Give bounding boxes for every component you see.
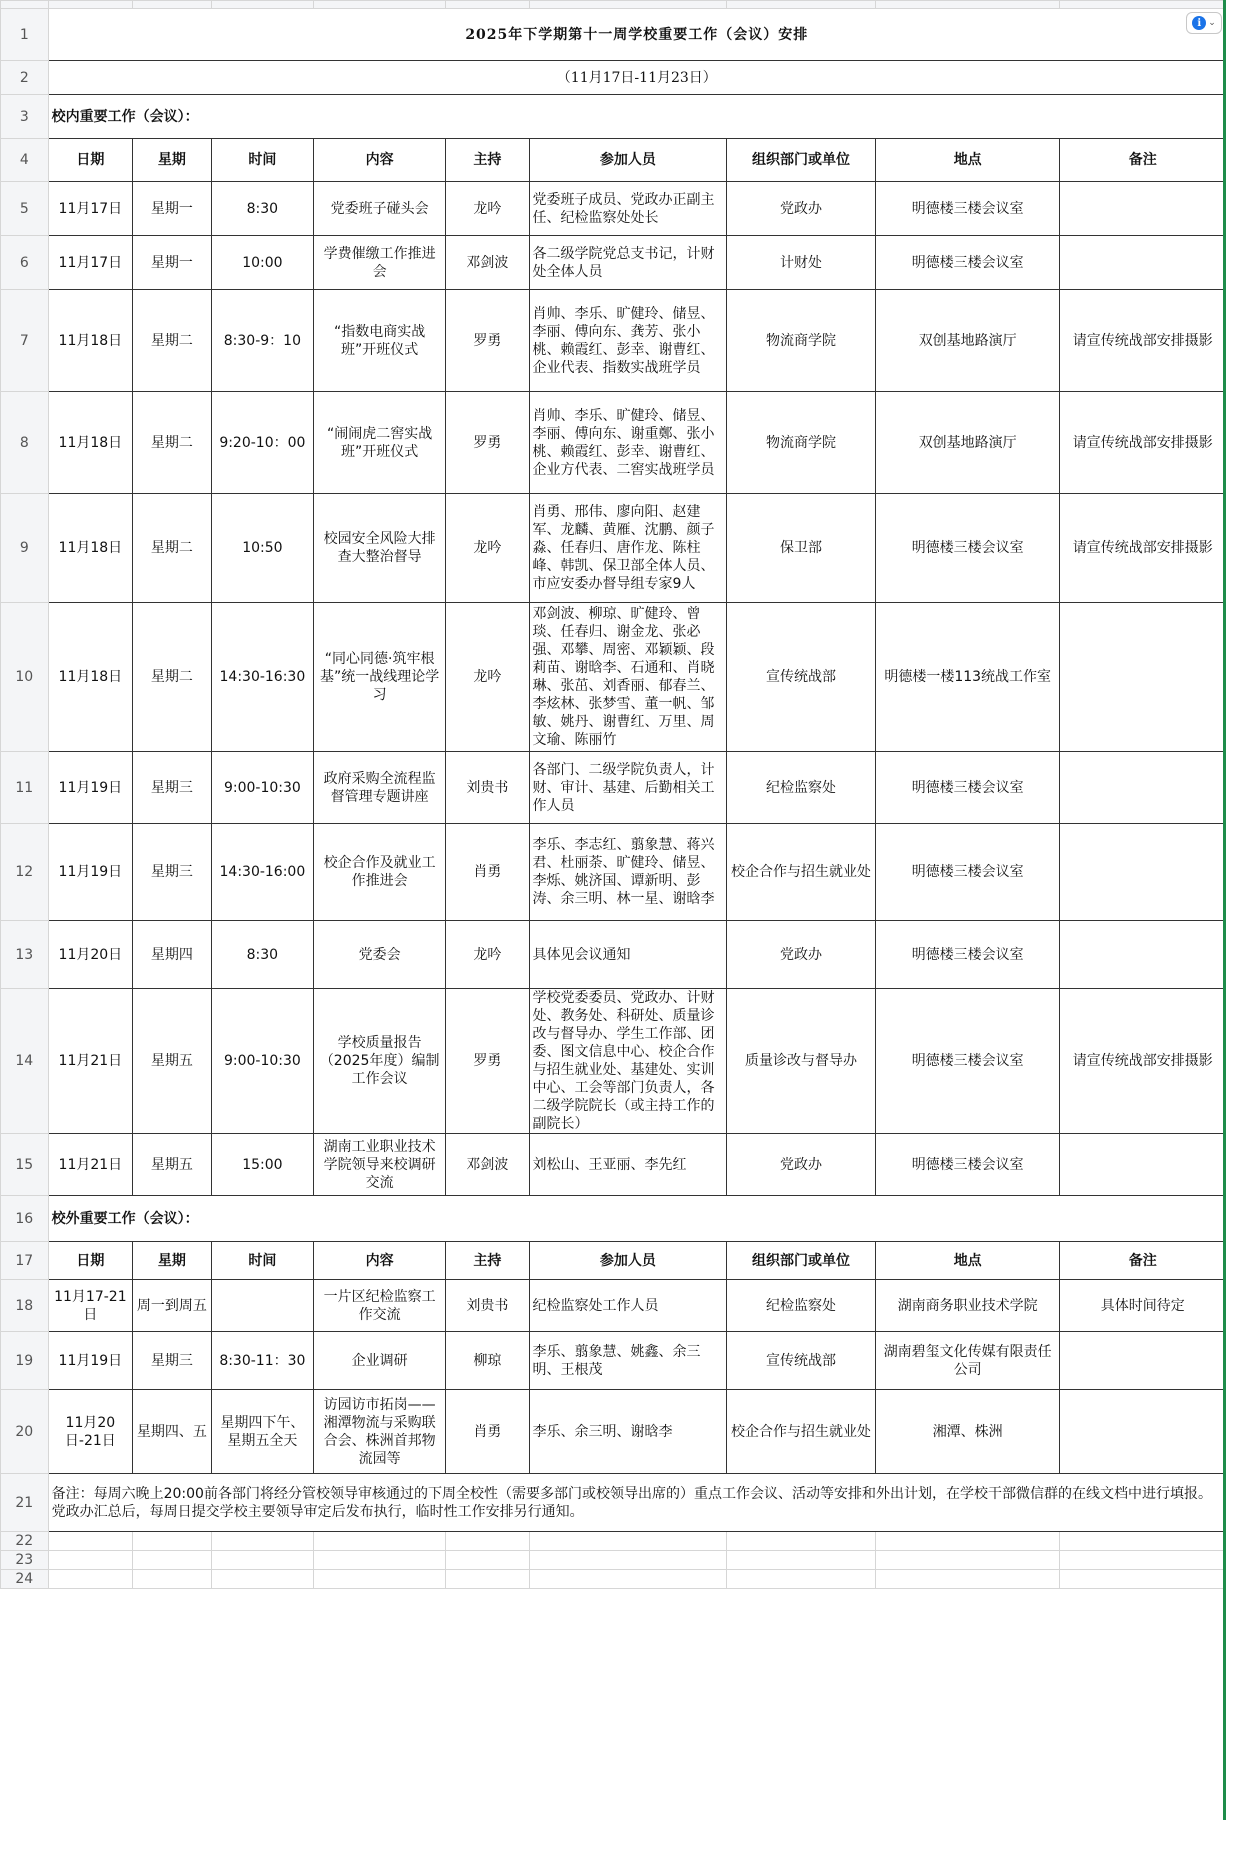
cell-weekday[interactable]: 星期五 xyxy=(133,989,212,1134)
row-number[interactable]: 7 xyxy=(1,290,49,392)
cell-remark[interactable] xyxy=(1060,236,1226,290)
selection-edge xyxy=(1223,0,1226,1820)
cell-remark[interactable] xyxy=(1060,1134,1226,1196)
empty-cell[interactable] xyxy=(727,1532,876,1551)
empty-cell[interactable] xyxy=(875,1551,1060,1570)
cell-time[interactable] xyxy=(211,1280,313,1332)
chevron-down-icon: ⌄ xyxy=(1208,18,1216,28)
cell-host[interactable]: 邓剑波 xyxy=(446,236,529,290)
column-heading-date: 日期 xyxy=(48,1242,133,1280)
cell-time[interactable]: 14:30-16:00 xyxy=(211,824,313,921)
cell-remark[interactable]: 具体时间待定 xyxy=(1060,1280,1226,1332)
column-heading-place: 地点 xyxy=(875,139,1060,182)
empty-cell[interactable] xyxy=(133,1532,212,1551)
cell-host[interactable]: 罗勇 xyxy=(446,392,529,494)
cell-weekday[interactable]: 星期二 xyxy=(133,603,212,752)
cell-participants[interactable]: 纪检监察处工作人员 xyxy=(529,1280,727,1332)
row-number[interactable]: 10 xyxy=(1,603,49,752)
cell-host[interactable]: 刘贵书 xyxy=(446,752,529,824)
column-heading-time: 时间 xyxy=(211,1242,313,1280)
row-number[interactable]: 15 xyxy=(1,1134,49,1196)
cell-dept[interactable]: 计财处 xyxy=(727,236,876,290)
cell-host[interactable]: 刘贵书 xyxy=(446,1280,529,1332)
empty-cell[interactable] xyxy=(48,1551,133,1570)
cell-place[interactable]: 湖南商务职业技术学院 xyxy=(875,1280,1060,1332)
cell-date[interactable]: 11月17-21日 xyxy=(48,1280,133,1332)
row-number[interactable]: 9 xyxy=(1,494,49,603)
column-header[interactable] xyxy=(211,1,313,9)
column-heading-time: 时间 xyxy=(211,139,313,182)
cell-place[interactable]: 湖南碧玺文化传媒有限责任公司 xyxy=(875,1332,1060,1390)
info-icon: i xyxy=(1192,16,1206,30)
cell-dept[interactable]: 校企合作与招生就业处 xyxy=(727,1390,876,1474)
empty-cell[interactable] xyxy=(529,1570,727,1589)
empty-cell[interactable] xyxy=(211,1551,313,1570)
cell-content[interactable]: 一片区纪检监察工作交流 xyxy=(314,1280,446,1332)
cell-remark[interactable] xyxy=(1060,1390,1226,1474)
row-number[interactable]: 8 xyxy=(1,392,49,494)
cell-place[interactable]: 明德楼三楼会议室 xyxy=(875,824,1060,921)
cell-date[interactable]: 11月18日 xyxy=(48,494,133,603)
cell-place[interactable]: 明德楼三楼会议室 xyxy=(875,236,1060,290)
column-heading-host: 主持 xyxy=(446,139,529,182)
table-row xyxy=(1,494,1226,603)
empty-cell[interactable] xyxy=(1060,1551,1226,1570)
row-number[interactable]: 6 xyxy=(1,236,49,290)
section-external-heading: 校外重要工作（会议）： xyxy=(48,1196,1225,1242)
cell-participants[interactable]: 李乐、翦象慧、姚鑫、余三明、王根茂 xyxy=(529,1332,727,1390)
table-row xyxy=(1,1390,1226,1474)
cell-date[interactable]: 11月19日 xyxy=(48,824,133,921)
cell-place[interactable]: 明德楼三楼会议室 xyxy=(875,1134,1060,1196)
cell-time[interactable]: 9:00-10:30 xyxy=(211,752,313,824)
cell-date[interactable]: 11月20日-21日 xyxy=(48,1390,133,1474)
table-row xyxy=(1,1280,1226,1332)
cell-weekday[interactable]: 星期四、五 xyxy=(133,1390,212,1474)
cell-host[interactable]: 柳琼 xyxy=(446,1332,529,1390)
column-header[interactable] xyxy=(314,1,446,9)
cell-dept[interactable]: 党政办 xyxy=(727,182,876,236)
column-heading-content: 内容 xyxy=(314,139,446,182)
cell-participants[interactable]: 各二级学院党总支书记，计财处全体人员 xyxy=(529,236,727,290)
row-number[interactable]: 3 xyxy=(1,95,49,139)
column-header[interactable] xyxy=(727,1,876,9)
row-number[interactable]: 22 xyxy=(1,1532,49,1551)
row-number[interactable]: 24 xyxy=(1,1570,49,1589)
cell-time[interactable]: 8:30-9：10 xyxy=(211,290,313,392)
column-header[interactable] xyxy=(48,1,133,9)
page-title: 2025年下学期第十一周学校重要工作（会议）安排 xyxy=(48,9,1225,61)
cell-dept[interactable]: 党政办 xyxy=(727,921,876,989)
cell-date[interactable]: 11月18日 xyxy=(48,392,133,494)
cell-remark[interactable] xyxy=(1060,1332,1226,1390)
cell-time[interactable]: 星期四下午、星期五全天 xyxy=(211,1390,313,1474)
cell-content[interactable]: 党委会 xyxy=(314,921,446,989)
cell-host[interactable]: 罗勇 xyxy=(446,290,529,392)
empty-cell[interactable] xyxy=(446,1532,529,1551)
cell-weekday[interactable]: 星期一 xyxy=(133,182,212,236)
cell-dept[interactable]: 党政办 xyxy=(727,1134,876,1196)
cell-time[interactable]: 10:00 xyxy=(211,236,313,290)
column-heading-place: 地点 xyxy=(875,1242,1060,1280)
column-heading-remark: 备注 xyxy=(1060,1242,1226,1280)
cell-date[interactable]: 11月21日 xyxy=(48,1134,133,1196)
row-number[interactable]: 19 xyxy=(1,1332,49,1390)
column-header[interactable] xyxy=(875,1,1060,9)
table-row xyxy=(1,921,1226,989)
cell-remark[interactable]: 请宣传统战部安排摄影 xyxy=(1060,290,1226,392)
cell-host[interactable]: 肖勇 xyxy=(446,824,529,921)
cell-weekday[interactable]: 星期一 xyxy=(133,236,212,290)
cell-time[interactable]: 10:50 xyxy=(211,494,313,603)
column-heading-participants: 参加人员 xyxy=(529,1242,727,1280)
cell-content[interactable]: 湖南工业职业技术学院领导来校调研交流 xyxy=(314,1134,446,1196)
column-header[interactable] xyxy=(1,1,49,9)
table-row xyxy=(1,182,1226,236)
cell-place[interactable]: 明德楼三楼会议室 xyxy=(875,989,1060,1134)
cell-dept[interactable]: 物流商学院 xyxy=(727,290,876,392)
empty-cell[interactable] xyxy=(211,1570,313,1589)
cell-place[interactable]: 双创基地路演厅 xyxy=(875,290,1060,392)
table-row xyxy=(1,1332,1226,1390)
cell-weekday[interactable]: 星期二 xyxy=(133,392,212,494)
empty-cell[interactable] xyxy=(875,1532,1060,1551)
cell-dept[interactable]: 纪检监察处 xyxy=(727,752,876,824)
empty-cell[interactable] xyxy=(529,1532,727,1551)
cell-content[interactable]: “闹闹虎二窖实战班”开班仪式 xyxy=(314,392,446,494)
cell-dept[interactable]: 校企合作与招生就业处 xyxy=(727,824,876,921)
cell-content[interactable]: 党委班子碰头会 xyxy=(314,182,446,236)
cell-remark[interactable] xyxy=(1060,603,1226,752)
cell-time[interactable]: 14:30-16:30 xyxy=(211,603,313,752)
table-row xyxy=(1,1134,1226,1196)
cell-weekday[interactable]: 星期三 xyxy=(133,824,212,921)
row-number[interactable]: 12 xyxy=(1,824,49,921)
column-heading-dept: 组织部门或单位 xyxy=(727,1242,876,1280)
cell-content[interactable]: 访园访市拓岗——湘潭物流与采购联合会、株洲首邦物流园等 xyxy=(314,1390,446,1474)
column-heading-weekday: 星期 xyxy=(133,139,212,182)
cell-remark[interactable]: 请宣传统战部安排摄影 xyxy=(1060,989,1226,1134)
table-row xyxy=(1,603,1226,752)
cell-content[interactable]: 学费催缴工作推进会 xyxy=(314,236,446,290)
column-heading-dept: 组织部门或单位 xyxy=(727,139,876,182)
footnote: 备注：每周六晚上20:00前各部门将经分管校领导审核通过的下周全校性（需要多部门或校领导出席的）重点工作会议、活动等安排和外出计划，在学校干部微信群的在线文档中进行填报。党政办汇总后，每周日提交学校主要领导审定后发布执行，临时性工作安排另行通知。 xyxy=(48,1474,1225,1532)
cell-host[interactable]: 龙吟 xyxy=(446,603,529,752)
empty-cell[interactable] xyxy=(314,1532,446,1551)
row-number[interactable]: 13 xyxy=(1,921,49,989)
cell-place[interactable]: 明德楼三楼会议室 xyxy=(875,921,1060,989)
cell-content[interactable]: 校企合作及就业工作推进会 xyxy=(314,824,446,921)
empty-cell[interactable] xyxy=(529,1551,727,1570)
row-number[interactable]: 1 xyxy=(1,9,49,61)
empty-cell[interactable] xyxy=(727,1570,876,1589)
empty-cell[interactable] xyxy=(314,1551,446,1570)
cell-place[interactable]: 湘潭、株洲 xyxy=(875,1390,1060,1474)
cell-dept[interactable]: 纪检监察处 xyxy=(727,1280,876,1332)
cell-weekday[interactable]: 星期五 xyxy=(133,1134,212,1196)
cell-remark[interactable]: 请宣传统战部安排摄影 xyxy=(1060,494,1226,603)
cell-date[interactable]: 11月20日 xyxy=(48,921,133,989)
cell-time[interactable]: 8:30 xyxy=(211,921,313,989)
row-number[interactable]: 23 xyxy=(1,1551,49,1570)
empty-cell[interactable] xyxy=(875,1570,1060,1589)
cell-date[interactable]: 11月18日 xyxy=(48,290,133,392)
cell-host[interactable]: 龙吟 xyxy=(446,182,529,236)
column-header[interactable] xyxy=(446,1,529,9)
column-heading-participants: 参加人员 xyxy=(529,139,727,182)
column-header[interactable] xyxy=(529,1,727,9)
table-row xyxy=(1,392,1226,494)
cell-content[interactable]: 政府采购全流程监督管理专题讲座 xyxy=(314,752,446,824)
table-row xyxy=(1,290,1226,392)
cell-weekday[interactable]: 星期二 xyxy=(133,290,212,392)
cell-dept[interactable]: 物流商学院 xyxy=(727,392,876,494)
cell-host[interactable]: 肖勇 xyxy=(446,1390,529,1474)
table-row xyxy=(1,236,1226,290)
empty-cell[interactable] xyxy=(446,1570,529,1589)
row-number[interactable]: 2 xyxy=(1,61,49,95)
empty-cell[interactable] xyxy=(446,1551,529,1570)
cell-date[interactable]: 11月19日 xyxy=(48,1332,133,1390)
table-row xyxy=(1,752,1226,824)
cell-weekday[interactable]: 星期四 xyxy=(133,921,212,989)
column-heading-host: 主持 xyxy=(446,1242,529,1280)
cell-dept[interactable]: 质量诊改与督导办 xyxy=(727,989,876,1134)
empty-cell[interactable] xyxy=(1060,1532,1226,1551)
column-header[interactable] xyxy=(1060,1,1226,9)
cell-weekday[interactable]: 星期三 xyxy=(133,752,212,824)
cell-place[interactable]: 明德楼三楼会议室 xyxy=(875,182,1060,236)
cell-remark[interactable] xyxy=(1060,182,1226,236)
cell-date[interactable]: 11月17日 xyxy=(48,182,133,236)
cell-date[interactable]: 11月18日 xyxy=(48,603,133,752)
cell-participants[interactable]: 党委班子成员、党政办正副主任、纪检监察处处长 xyxy=(529,182,727,236)
info-button[interactable] xyxy=(1186,12,1222,34)
empty-cell[interactable] xyxy=(133,1570,212,1589)
empty-cell[interactable] xyxy=(48,1532,133,1551)
cell-host[interactable]: 龙吟 xyxy=(446,921,529,989)
row-number[interactable]: 4 xyxy=(1,139,49,182)
cell-content[interactable]: 校园安全风险大排查大整治督导 xyxy=(314,494,446,603)
table-row xyxy=(1,824,1226,921)
row-number[interactable]: 17 xyxy=(1,1242,49,1280)
cell-remark[interactable] xyxy=(1060,824,1226,921)
cell-participants[interactable]: 李乐、余三明、谢晗李 xyxy=(529,1390,727,1474)
cell-place[interactable]: 双创基地路演厅 xyxy=(875,392,1060,494)
row-number[interactable]: 20 xyxy=(1,1390,49,1474)
column-heading-weekday: 星期 xyxy=(133,1242,212,1280)
cell-participants[interactable]: 邓剑波、柳琼、旷健玲、曾琰、任春归、谢金龙、张必强、邓攀、周密、邓颖颖、段莉苗、谢晗李、石通和、肖晓琳、张茁、刘香丽、郁春兰、李炫林、张梦雪、董一帆、邹敏、姚丹、谢曹红、万里、周文瑜、陈丽竹 xyxy=(529,603,727,752)
cell-content[interactable]: “指数电商实战班”开班仪式 xyxy=(314,290,446,392)
cell-time[interactable]: 8:30 xyxy=(211,182,313,236)
column-header[interactable] xyxy=(133,1,212,9)
column-heading-content: 内容 xyxy=(314,1242,446,1280)
cell-content[interactable]: “同心同德·筑牢根基”统一战线理论学习 xyxy=(314,603,446,752)
cell-participants[interactable]: 肖勇、邢伟、廖向阳、赵建军、龙麟、黄雁、沈鹏、颜子淼、任春归、唐作龙、陈柱峰、韩凯、保卫部全体人员、市应安委办督导组专家9人 xyxy=(529,494,727,603)
cell-remark[interactable] xyxy=(1060,921,1226,989)
cell-participants[interactable]: 各部门、二级学院负责人，计财、审计、基建、后勤相关工作人员 xyxy=(529,752,727,824)
empty-cell[interactable] xyxy=(211,1532,313,1551)
cell-time[interactable]: 15:00 xyxy=(211,1134,313,1196)
cell-place[interactable]: 明德楼三楼会议室 xyxy=(875,494,1060,603)
cell-date[interactable]: 11月17日 xyxy=(48,236,133,290)
cell-dept[interactable]: 宣传统战部 xyxy=(727,1332,876,1390)
cell-participants[interactable]: 李乐、李志红、翦象慧、蒋兴君、杜丽荼、旷健玲、储昱、李烁、姚济国、谭新明、彭涛、余三明、林一星、谢晗李 xyxy=(529,824,727,921)
row-number[interactable]: 16 xyxy=(1,1196,49,1242)
cell-time[interactable]: 9:00-10:30 xyxy=(211,989,313,1134)
row-number[interactable]: 11 xyxy=(1,752,49,824)
empty-cell[interactable] xyxy=(48,1570,133,1589)
cell-place[interactable]: 明德楼三楼会议室 xyxy=(875,752,1060,824)
row-number[interactable]: 14 xyxy=(1,989,49,1134)
cell-content[interactable]: 学校质量报告（2025年度）编制工作会议 xyxy=(314,989,446,1134)
section-internal-heading: 校内重要工作（会议）： xyxy=(48,95,1225,139)
cell-host[interactable]: 罗勇 xyxy=(446,989,529,1134)
row-number[interactable]: 21 xyxy=(1,1474,49,1532)
table-row xyxy=(1,989,1226,1134)
cell-remark[interactable]: 请宣传统战部安排摄影 xyxy=(1060,392,1226,494)
empty-cell[interactable] xyxy=(314,1570,446,1589)
cell-time[interactable]: 8:30-11：30 xyxy=(211,1332,313,1390)
cell-dept[interactable]: 宣传统战部 xyxy=(727,603,876,752)
cell-date[interactable]: 11月19日 xyxy=(48,752,133,824)
row-number[interactable]: 5 xyxy=(1,182,49,236)
cell-remark[interactable] xyxy=(1060,752,1226,824)
cell-weekday[interactable]: 星期二 xyxy=(133,494,212,603)
cell-participants[interactable]: 具体见会议通知 xyxy=(529,921,727,989)
cell-date[interactable]: 11月21日 xyxy=(48,989,133,1134)
cell-content[interactable]: 企业调研 xyxy=(314,1332,446,1390)
cell-weekday[interactable]: 周一到周五 xyxy=(133,1280,212,1332)
cell-dept[interactable]: 保卫部 xyxy=(727,494,876,603)
cell-participants[interactable]: 肖帅、李乐、旷健玲、储昱、李丽、傅向东、龚芳、张小桃、赖霞红、彭幸、谢曹红、企业代表、指数实战班学员 xyxy=(529,290,727,392)
cell-participants[interactable]: 刘松山、王亚丽、李先红 xyxy=(529,1134,727,1196)
column-heading-date: 日期 xyxy=(48,139,133,182)
empty-cell[interactable] xyxy=(133,1551,212,1570)
column-heading-remark: 备注 xyxy=(1060,139,1226,182)
cell-time[interactable]: 9:20-10：00 xyxy=(211,392,313,494)
cell-participants[interactable]: 学校党委委员、党政办、计财处、教务处、科研处、质量诊改与督导办、学生工作部、团委、图文信息中心、校企合作与招生就业处、基建处、实训中心、工会等部门负责人，各二级学院院长（或主持工作的副院长） xyxy=(529,989,727,1134)
cell-participants[interactable]: 肖帅、李乐、旷健玲、储昱、李丽、傅向东、谢重鄭、张小桃、赖霞红、彭幸、谢曹红、企业方代表、二窖实战班学员 xyxy=(529,392,727,494)
date-range: （11月17日-11月23日） xyxy=(48,61,1225,95)
empty-cell[interactable] xyxy=(727,1551,876,1570)
cell-host[interactable]: 邓剑波 xyxy=(446,1134,529,1196)
empty-cell[interactable] xyxy=(1060,1570,1226,1589)
cell-place[interactable]: 明德楼一楼113统战工作室 xyxy=(875,603,1060,752)
cell-host[interactable]: 龙吟 xyxy=(446,494,529,603)
row-number[interactable]: 18 xyxy=(1,1280,49,1332)
cell-weekday[interactable]: 星期三 xyxy=(133,1332,212,1390)
